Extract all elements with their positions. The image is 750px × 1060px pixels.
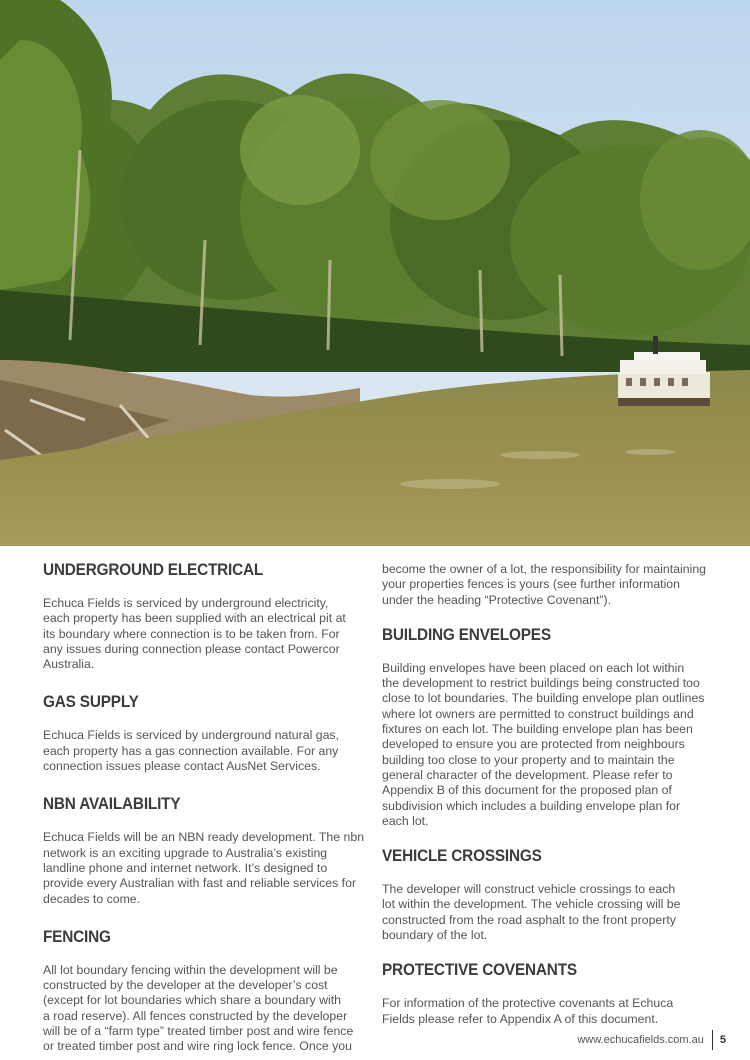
section-building-envelopes xyxy=(382,625,708,829)
section-underground-electrical xyxy=(43,560,365,672)
website-url: www.echucafields.com.au xyxy=(577,1034,704,1046)
section-gas-supply xyxy=(43,692,365,774)
section-heading: UNDERGROUND ELECTRICAL xyxy=(43,561,264,579)
section-heading: GAS SUPPLY xyxy=(43,693,139,712)
section-fencing xyxy=(43,927,365,1055)
section-heading: FENCING xyxy=(43,927,111,946)
section-protective-covenants xyxy=(382,960,708,1027)
section-heading: NBN AVAILABILITY xyxy=(43,795,181,814)
section-heading: VEHICLE CROSSINGS xyxy=(382,847,542,866)
page-footer xyxy=(577,1030,726,1050)
section-body: Building envelopes have been placed on each lot within the development to restrict buildings being constructed too close to lot boundaries. The building envelope plan outlines where lot owners are permitted to construct buildings and fixtures on each lot. The building envelope plan has been developed to ensure you are protected from neighbours building too close to your property and to maintain the general character of the development. Please refer to Appendix B of this document for the proposed plan of subdivision which includes a building envelope plan for each lot. xyxy=(382,660,705,828)
section-body: Echuca Fields is serviced by underground electricity, each property has been supplied with an electrical pit at its boundary where connection is to be taken from. For any issues during connection please contact Powercor Australia. xyxy=(43,596,346,672)
section-body: All lot boundary fencing within the development will be constructed by the developer at the developer’s cost (except for lot boundaries which share a boundary with a road reserve). All fences constructed by the developer will be of a “farm type” treated timber post and wire fence or treated timber post and wire ring lock fence. Once you xyxy=(43,962,354,1054)
section-nbn-availability xyxy=(43,794,365,906)
section-heading: BUILDING ENVELOPES xyxy=(382,625,551,644)
section-body: For information of the protective covenants at Echuca Fields please refer to Appendix A of this document. xyxy=(382,996,674,1026)
page-number: 5 xyxy=(719,1034,726,1046)
section-body: The developer will construct vehicle crossings to each lot within the development. The vehicle crossing will be constructed from the road asphalt to the front property boundary of the lot. xyxy=(382,882,681,943)
fencing-continuation: become the owner of a lot, the responsibility for maintaining your properties fences is yours (see further information under the heading “Protective Covenant”). xyxy=(382,562,706,607)
footer-divider xyxy=(712,1030,713,1050)
section-heading: PROTECTIVE COVENANTS xyxy=(382,961,577,980)
left-column xyxy=(43,560,365,1055)
section-body: Echuca Fields is serviced by underground natural gas, each property has a gas connection available. For any connection issues please contact AusNet Services. xyxy=(43,728,339,774)
section-vehicle-crossings xyxy=(382,846,708,943)
section-body: Echuca Fields will be an NBN ready development. The nbn network is an exciting upgrade to Australia’s existing landline phone and internet network. It’s designed to provide every Australian with fast and reliable services for decades to come. xyxy=(43,830,365,906)
right-column xyxy=(382,562,708,1027)
